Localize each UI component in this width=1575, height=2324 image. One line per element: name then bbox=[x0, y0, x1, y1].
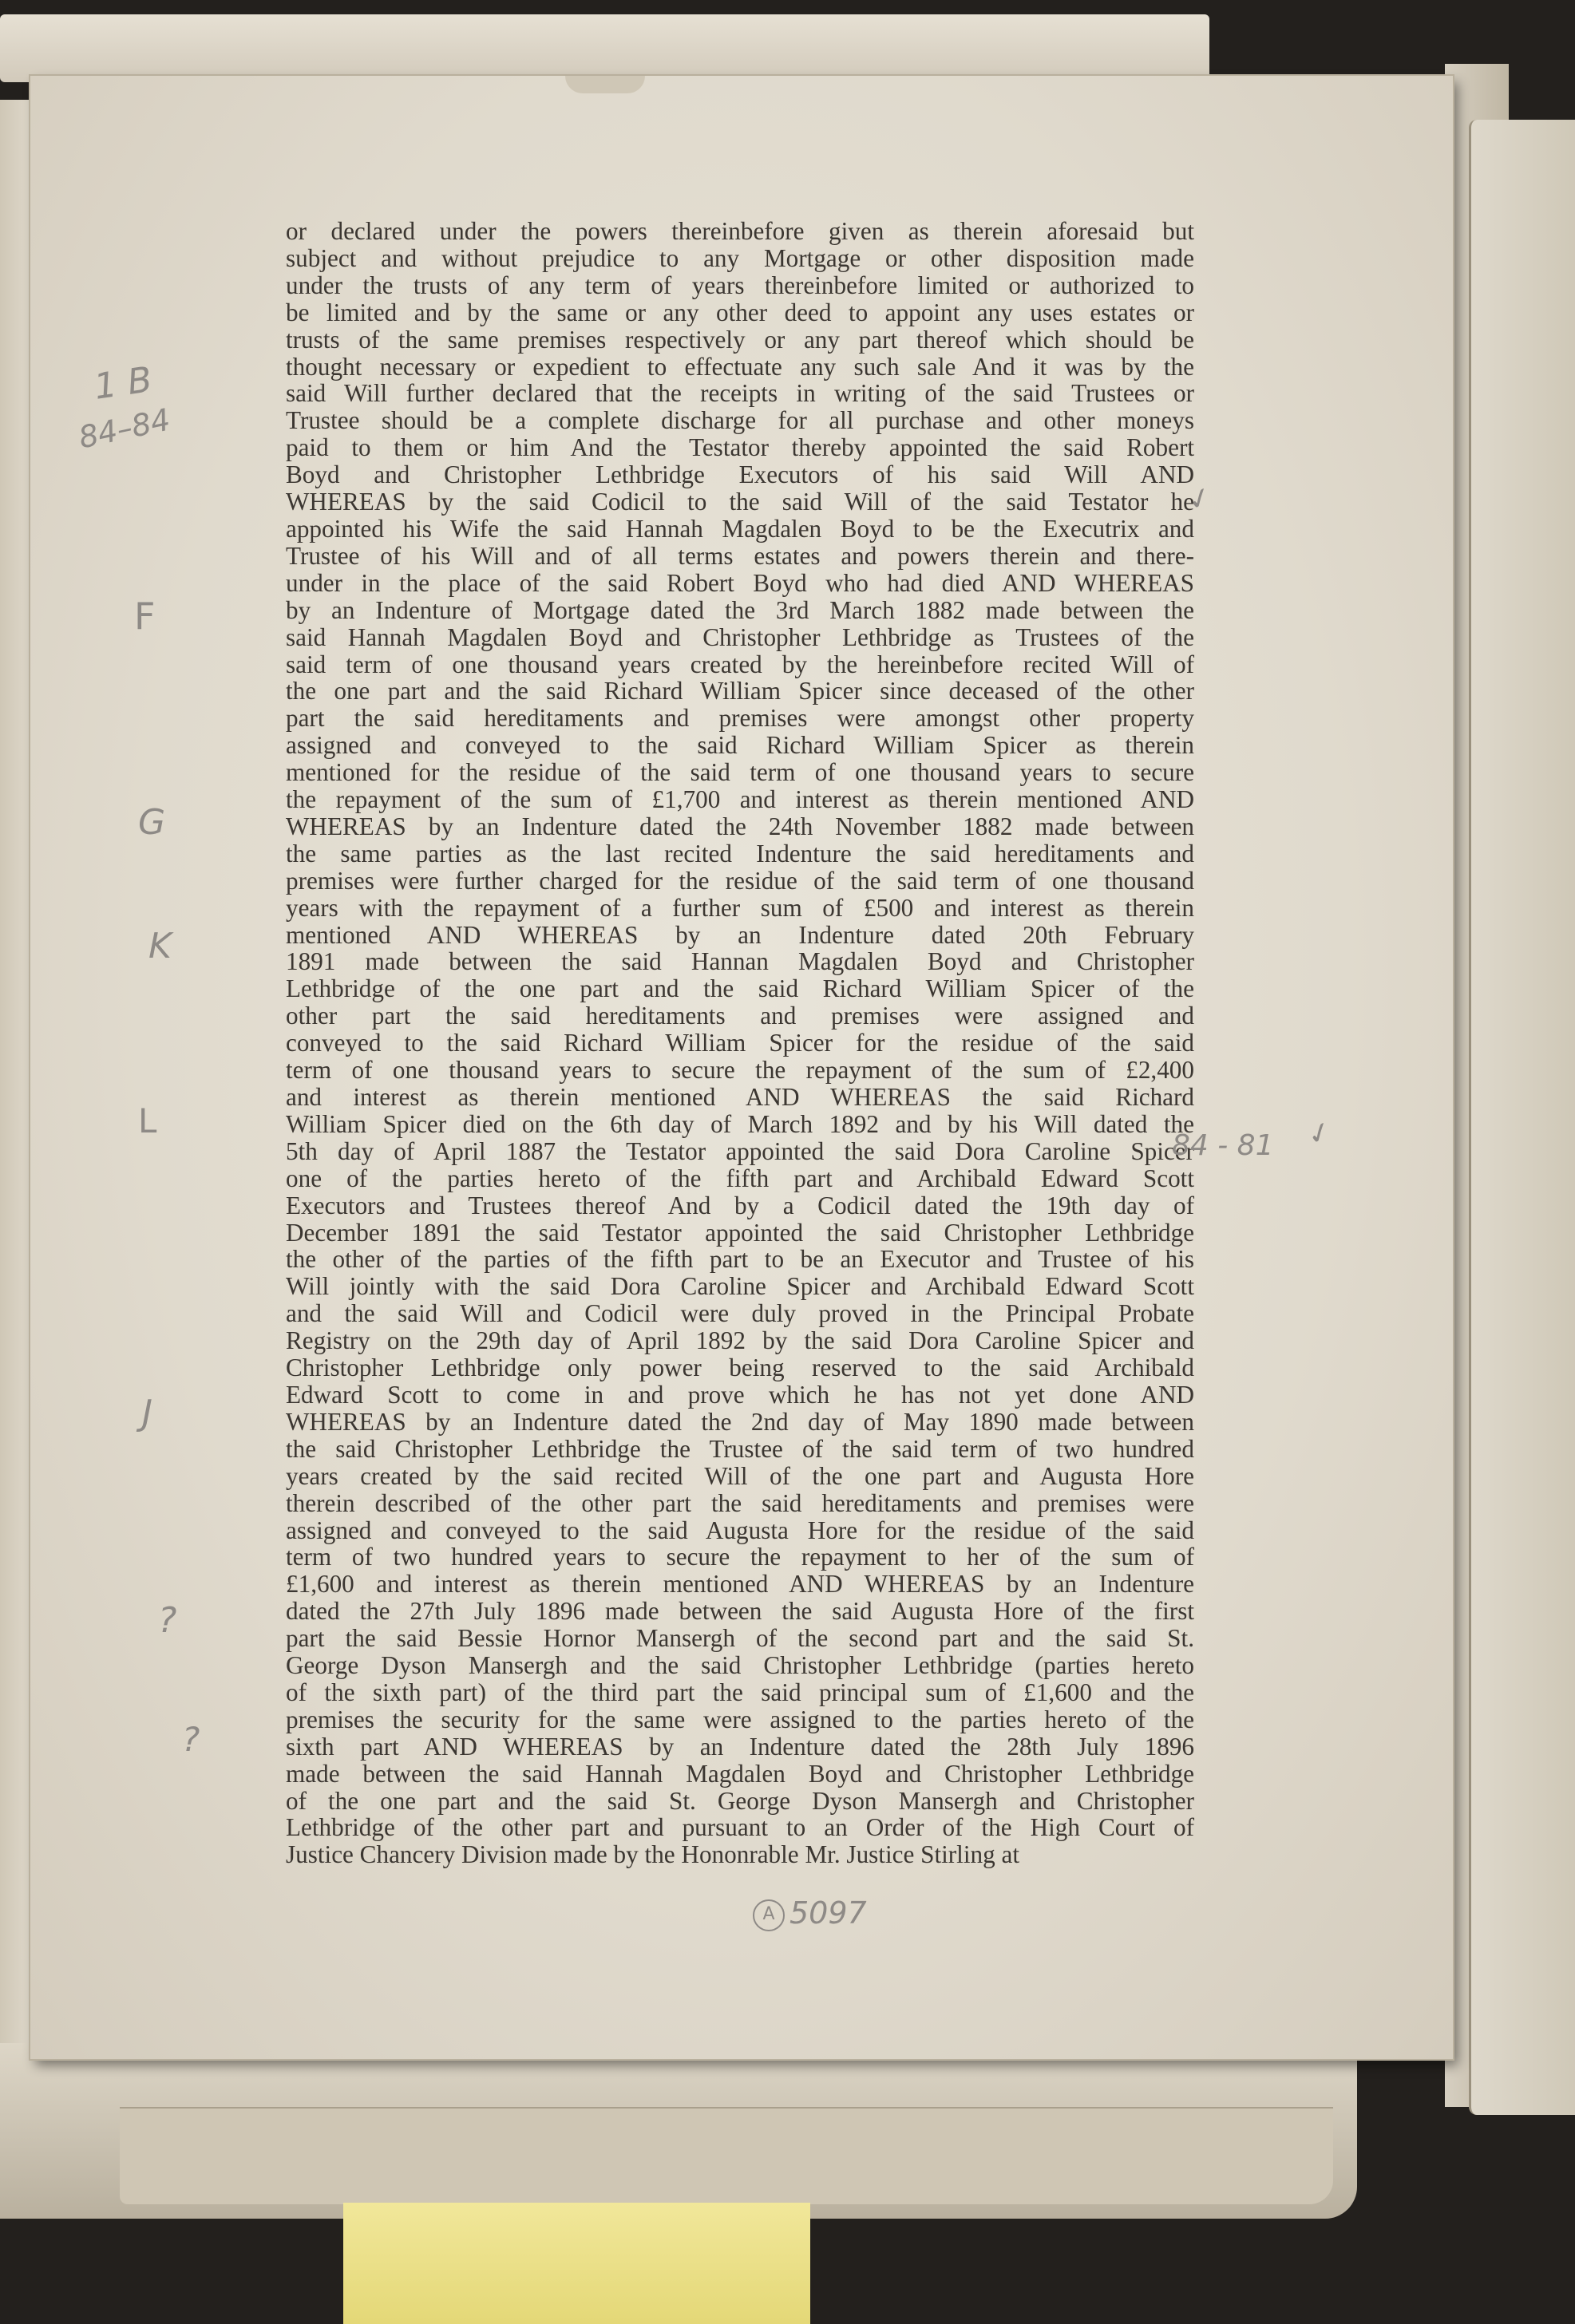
text-line: the other of the parties of the fifth part to be an Executor and Trustee of his bbox=[286, 1245, 1194, 1274]
text-line: Lethbridge of the one part and the said Richard William Spicer of the bbox=[286, 974, 1194, 1003]
margin-note-right-range: 84 - 81 bbox=[1172, 1129, 1274, 1162]
text-line: trusts of the same premises respectively or any part thereof which should be bbox=[286, 325, 1194, 354]
yellow-paper-tab bbox=[343, 2203, 810, 2324]
text-line: years with the repayment of a further sum of £500 and interest as therein bbox=[286, 893, 1194, 922]
text-line: of the one part and the said St. George Dyson Mansergh and Christopher bbox=[286, 1786, 1194, 1815]
text-line: Executors and Trustees thereof And by a Codicil dated the 19th day of bbox=[286, 1191, 1194, 1219]
text-line: subject and without prejudice to any Mortgage or other disposition made bbox=[286, 243, 1194, 272]
text-line: one of the parties hereto of the fifth part and Archibald Edward Scott bbox=[286, 1164, 1194, 1192]
text-line: Boyd and Christopher Lethbridge Executors of his said Will AND bbox=[286, 460, 1194, 489]
text-line: years created by the said recited Will of the one part and Augusta Hore bbox=[286, 1461, 1194, 1490]
text-line: Lethbridge of the other part and pursuant to an Order of the High Court of bbox=[286, 1813, 1194, 1842]
text-line: of the sixth part) of the third part the said principal sum of £1,600 and the bbox=[286, 1678, 1194, 1706]
text-line: paid to them or him And the Testator thereby appointed the said Robert bbox=[286, 433, 1194, 462]
text-line: under the trusts of any term of years thereinbefore limited or authorized to bbox=[286, 271, 1194, 299]
text-line: or declared under the powers thereinbefore given as therein aforesaid but bbox=[286, 217, 1194, 245]
text-line: part the said Bessie Hornor Mansergh of the second part and the said St. bbox=[286, 1624, 1194, 1653]
margin-tick-mark: ✓ bbox=[1302, 1114, 1337, 1153]
adjacent-page-edge bbox=[1469, 120, 1575, 2115]
text-line: mentioned AND WHEREAS by an Indenture dated 20th February bbox=[286, 920, 1194, 949]
text-line: 5th day of April 1887 the Testator appointed the said Dora Caroline Spicer bbox=[286, 1136, 1194, 1165]
text-line: Trustee should be a complete discharge for all purchase and other moneys bbox=[286, 406, 1194, 435]
text-line: Edward Scott to come in and prove which he has not yet done AND bbox=[286, 1380, 1194, 1409]
margin-note-question-1: ? bbox=[158, 1600, 177, 1641]
text-line: appointed his Wife the said Hannah Magdalen Boyd to be the Executrix and bbox=[286, 514, 1194, 543]
text-line: other part the said hereditaments and premises were assigned and bbox=[286, 1002, 1194, 1030]
text-line: mentioned for the residue of the said term of one thousand years to secure bbox=[286, 758, 1194, 787]
text-line: said Will further declared that the receipts in writing of the said Trustees or bbox=[286, 379, 1194, 408]
text-line: be limited and by the same or any other deed to appoint any uses estates or bbox=[286, 298, 1194, 326]
text-line: under in the place of the said Robert Boyd who had died AND WHEREAS bbox=[286, 568, 1194, 597]
footer-pencil-mark bbox=[753, 1895, 867, 1931]
text-line: therein described of the other part the said hereditaments and premises were bbox=[286, 1488, 1194, 1517]
margin-note-k: K bbox=[148, 926, 172, 966]
text-line: assigned and conveyed to the said Richard William Spicer as therein bbox=[286, 731, 1194, 760]
text-line: Trustee of his Will and of all terms estates and powers therein and there- bbox=[286, 541, 1194, 570]
document-body-text bbox=[286, 218, 1194, 1868]
text-line: December 1891 the said Testator appointed the said Christopher Lethbridge bbox=[286, 1218, 1194, 1247]
text-line: conveyed to the said Richard William Spicer for the residue of the said bbox=[286, 1029, 1194, 1057]
margin-tick-mark: ✓ bbox=[1182, 480, 1217, 519]
footer-mark-number: 5097 bbox=[789, 1895, 867, 1931]
text-line: Will jointly with the said Dora Caroline Spicer and Archibald Edward Scott bbox=[286, 1272, 1194, 1301]
text-line: dated the 27th July 1896 made between the said Augusta Hore of the first bbox=[286, 1597, 1194, 1626]
text-line: sixth part AND WHEREAS by an Indenture dated the 28th July 1896 bbox=[286, 1732, 1194, 1761]
stacked-sheet-top-edge bbox=[0, 14, 1209, 82]
text-line: the said Christopher Lethbridge the Trustee of the said term of two hundred bbox=[286, 1434, 1194, 1463]
text-line: the one part and the said Richard William Spicer since deceased of the other bbox=[286, 677, 1194, 706]
document-page bbox=[30, 76, 1453, 2059]
text-line: and the said Will and Codicil were duly proved in the Principal Probate bbox=[286, 1299, 1194, 1328]
footer-circled-letter: A bbox=[753, 1899, 785, 1931]
text-line: William Spicer died on the 6th day of March 1892 and by his Will dated the bbox=[286, 1109, 1194, 1138]
text-line: £1,600 and interest as therein mentioned AND WHEREAS by an Indenture bbox=[286, 1570, 1194, 1599]
text-line: thought necessary or expedient to effectuate any such sale And it was by the bbox=[286, 352, 1194, 381]
margin-note-l: L bbox=[138, 1101, 157, 1140]
text-line: Christopher Lethbridge only power being reserved to the said Archibald bbox=[286, 1354, 1194, 1382]
text-line: by an Indenture of Mortgage dated the 3rd March 1882 made between the bbox=[286, 595, 1194, 624]
margin-note-question-2: ? bbox=[182, 1720, 200, 1759]
page-top-notch bbox=[565, 76, 645, 93]
stacked-sheets-bottom-inner bbox=[120, 2107, 1333, 2204]
text-line: 1891 made between the said Hannan Magdalen Boyd and Christopher bbox=[286, 947, 1194, 976]
text-line: said term of one thousand years created by the hereinbefore recited Will of bbox=[286, 650, 1194, 678]
text-line: the same parties as the last recited Indenture the said hereditaments and bbox=[286, 839, 1194, 868]
text-line: George Dyson Mansergh and the said Christopher Lethbridge (parties hereto bbox=[286, 1651, 1194, 1680]
margin-note-range: 84–84 bbox=[75, 401, 174, 456]
text-line: WHEREAS by the said Codicil to the said Will of the said Testator he bbox=[286, 488, 1194, 516]
text-line: said Hannah Magdalen Boyd and Christopher Lethbridge as Trustees of the bbox=[286, 622, 1194, 651]
margin-note-1b: 1 B bbox=[91, 359, 155, 408]
text-line: assigned and conveyed to the said Augusta Hore for the residue of the said bbox=[286, 1516, 1194, 1544]
margin-note-j: J bbox=[142, 1393, 152, 1433]
text-line: premises were further charged for the residue of the said term of one thousand bbox=[286, 866, 1194, 895]
text-line: premises the security for the same were assigned to the parties hereto of the bbox=[286, 1705, 1194, 1733]
text-line: Justice Chancery Division made by the Hononrable Mr. Justice Stirling at bbox=[286, 1840, 1019, 1869]
margin-note-f: F bbox=[134, 595, 156, 638]
text-line: the repayment of the sum of £1,700 and interest as therein mentioned AND bbox=[286, 785, 1194, 814]
text-line: Registry on the 29th day of April 1892 by the said Dora Caroline Spicer and bbox=[286, 1326, 1194, 1355]
text-line: term of one thousand years to secure the repayment of the sum of £2,400 bbox=[286, 1056, 1194, 1085]
text-line: WHEREAS by an Indenture dated the 24th November 1882 made between bbox=[286, 812, 1194, 840]
margin-note-g: G bbox=[138, 802, 166, 843]
text-line: part the said hereditaments and premises were amongst other property bbox=[286, 704, 1194, 733]
text-line: term of two hundred years to secure the repayment to her of the sum of bbox=[286, 1543, 1194, 1571]
text-line: and interest as therein mentioned AND WHEREAS the said Richard bbox=[286, 1083, 1194, 1111]
text-line: WHEREAS by an Indenture dated the 2nd day of May 1890 made between bbox=[286, 1407, 1194, 1436]
text-line: made between the said Hannah Magdalen Boyd and Christopher Lethbridge bbox=[286, 1759, 1194, 1788]
